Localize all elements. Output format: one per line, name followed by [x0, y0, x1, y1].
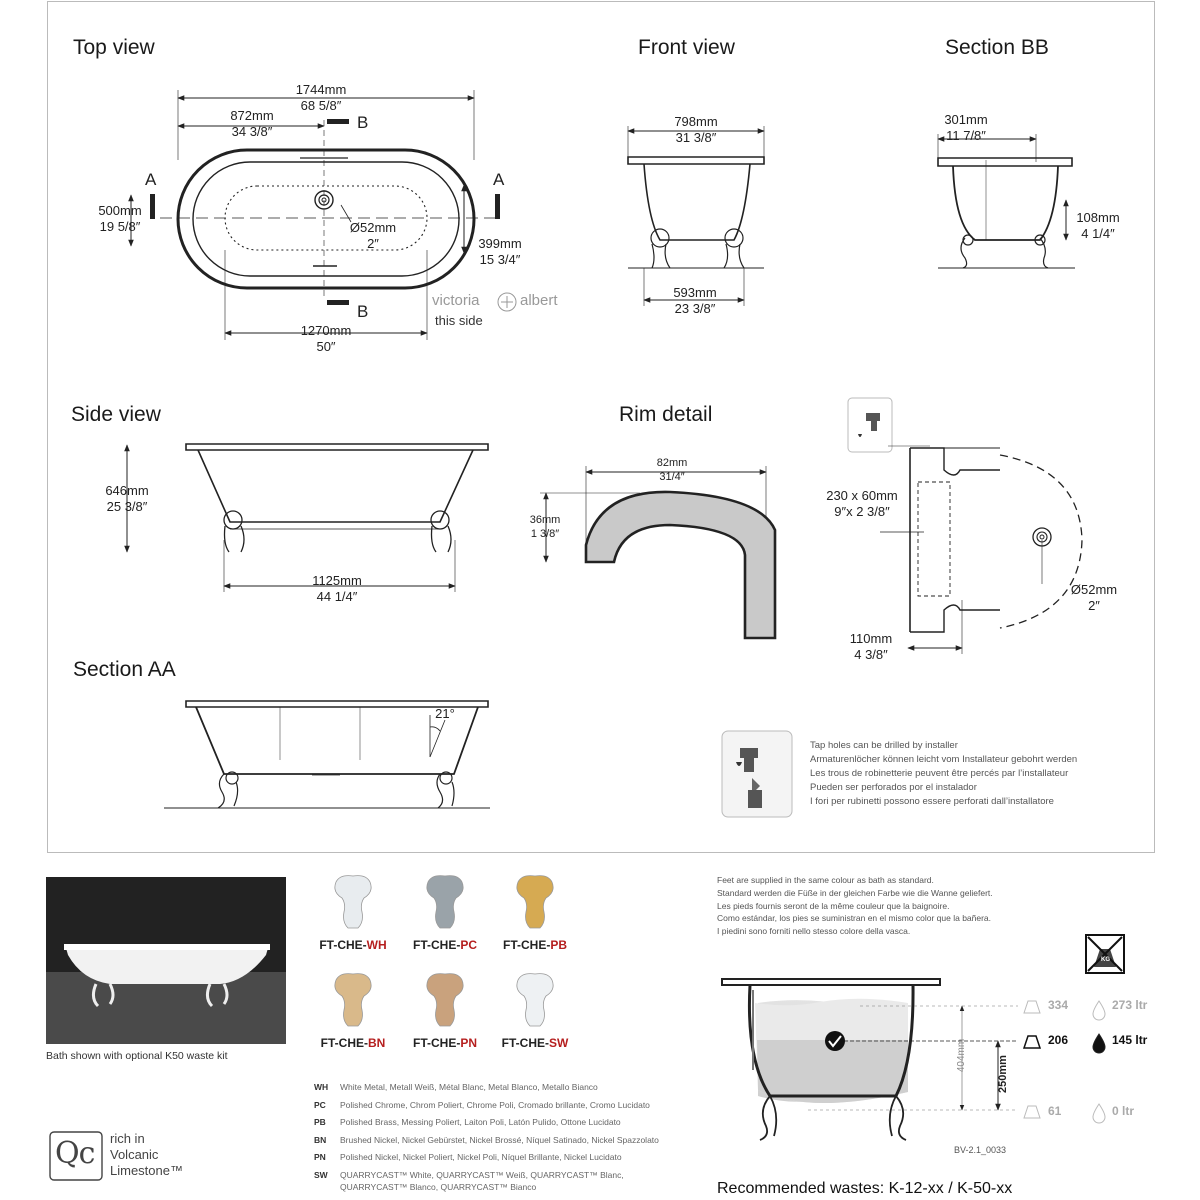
- bb-top-dim: 301mm 11 7/8″: [944, 112, 988, 143]
- side-feet-dim: 1125mm 44 1/4″: [312, 573, 362, 604]
- claw-foot-icon: [512, 872, 558, 932]
- kg-icon-empty: [1024, 1106, 1040, 1118]
- rim-width-dim: 82mm 31/4″: [656, 457, 688, 483]
- capacity-empty-ltr: 0 ltr: [1112, 1104, 1135, 1118]
- top-waste-dim: Ø52mm 2″: [349, 220, 397, 251]
- overflow-height-dim: 404mm: [956, 1038, 968, 1073]
- qc-logo-text: Qc: [55, 1136, 95, 1171]
- rim-height-dim: 36mm 1 3/8″: [529, 514, 561, 540]
- foot-code: FT-CHE-BN: [320, 1036, 386, 1050]
- top-inner-width-dim: 399mm 15 3/4″: [478, 236, 522, 267]
- brand-victoria: victoria: [432, 292, 480, 309]
- side-view-title: Side view: [71, 403, 161, 426]
- top-length-dim: 1744mm 68 5/8″: [295, 82, 347, 113]
- material-note: rich in Volcanic Limestone™: [110, 1131, 183, 1178]
- rim-detail-title: Rim detail: [619, 403, 713, 426]
- capacity-normal-kg: 206: [1048, 1033, 1069, 1047]
- brand-albert: albert: [520, 292, 558, 309]
- top-half-dim: 872mm 34 3/8″: [230, 108, 274, 139]
- claw-foot-icon: [422, 872, 468, 932]
- foot-code: FT-CHE-PB: [503, 938, 567, 952]
- front-view-title: Front view: [638, 36, 735, 59]
- claw-foot-icon: [512, 970, 558, 1030]
- foot-code: FT-CHE-SW: [501, 1036, 569, 1050]
- drop-icon-normal: [1093, 1034, 1105, 1053]
- rim-detail-drawing: [540, 466, 775, 638]
- tap-waste-dim: Ø52mm 2″: [1070, 582, 1118, 613]
- section-marker-a-right: A: [493, 170, 505, 189]
- legend-row: WH White Metal, Metall Weiß, Métal Blanc, Metal Blanco, Metallo Bianco: [314, 1082, 598, 1092]
- foot-option: [402, 872, 488, 952]
- fill-height-dim: 250mm: [996, 1055, 1009, 1093]
- foot-option: [402, 970, 488, 1050]
- legend-row: PN Polished Nickel, Nickel Poliert, Nickel Poli, Níquel Brillante, Nickel Lucidato: [314, 1152, 622, 1162]
- legend-row: SW QUARRYCAST™ White, QUARRYCAST™ Weiß, QUARRYCAST™ Blanc,: [314, 1169, 624, 1180]
- feet-options: [310, 872, 600, 1062]
- front-view-drawing: [628, 126, 764, 306]
- bb-height-dim: 108mm 4 1/4″: [1076, 210, 1120, 241]
- foot-option: [310, 970, 396, 1050]
- legend-row: PB Polished Brass, Messing Poliert, Laiton Poli, Latón Pulido, Ottone Lucidato: [314, 1117, 621, 1127]
- capacity-full-kg: 334: [1048, 998, 1069, 1012]
- section-bb-title: Section BB: [945, 36, 1049, 59]
- weight-restriction-icon: [1086, 935, 1124, 973]
- installer-drilling-icon: [722, 731, 792, 817]
- front-top-dim: 798mm 31 3/8″: [674, 114, 718, 145]
- foot-option: [492, 872, 578, 952]
- claw-foot-icon: [330, 970, 376, 1030]
- foot-code: FT-CHE-WH: [319, 938, 387, 952]
- tap-offset-dim: 110mm 4 3/8″: [849, 631, 893, 662]
- front-feet-dim: 593mm 23 3/8″: [673, 285, 717, 316]
- tap-area-dim: 230 x 60mm 9″x 2 3/8″: [826, 488, 898, 519]
- top-view-title: Top view: [73, 36, 155, 59]
- drawing-ref: BV-2.1_0033: [954, 1145, 1007, 1155]
- drop-icon-empty: [1093, 1104, 1105, 1123]
- capacity-full-ltr: 273 ltr: [1112, 998, 1148, 1012]
- side-height-dim: 646mm 25 3/8″: [105, 483, 149, 514]
- kg-icon-normal: [1024, 1036, 1040, 1048]
- kg-icon-full: [1024, 1001, 1040, 1013]
- brand-note: this side: [435, 313, 483, 328]
- tap-hole-detail-drawing: [848, 398, 1082, 654]
- foot-option: [310, 872, 396, 952]
- legend-row: PC Polished Chrome, Chrom Poliert, Chrome Poli, Cromado brillante, Cromo Lucidato: [314, 1099, 650, 1110]
- section-marker-b-top: B: [357, 113, 369, 132]
- foot-option: [492, 970, 578, 1050]
- foot-code: FT-CHE-PN: [413, 1036, 477, 1050]
- finish-legend: [314, 1082, 659, 1194]
- bath-photo: [46, 877, 286, 1044]
- tap-note: Tap holes can be drilled by installer Armaturenlöcher können leicht vom Installateur gebohrt werden Les trous de robinetterie peuvent être percés par l’installateur Pueden ser perforados por el instalador I fori per rubinetti possono essere perforati dall’installatore: [810, 740, 1078, 807]
- recommended-wastes: Recommended wastes: K-12-xx / K-50-xx: [717, 1180, 1013, 1197]
- foot-code: FT-CHE-PC: [413, 938, 477, 952]
- aa-angle: 21°: [435, 706, 455, 721]
- kg-icon-label: KG: [1101, 957, 1110, 963]
- section-marker-a-left: A: [145, 170, 157, 189]
- feet-note: Feet are supplied in the same colour as bath as standard. Standard werden die Füße in der gleichen Farbe wie die Wanne geliefert. Les pieds fournis seront de la même couleur que la baignoire. Como estándar, los pies se suministran en el mismo color que la bañera. I piedini sono forniti nello stesso colore della vasca.: [717, 875, 993, 937]
- side-view-drawing: [127, 444, 488, 592]
- section-bb-drawing: [938, 134, 1075, 268]
- top-width-dim: 500mm 19 5/8″: [98, 203, 142, 234]
- section-aa-title: Section AA: [73, 658, 176, 681]
- legend-row: BN Brushed Nickel, Nickel Gebürstet, Nickel Brossé, Níquel Satinado, Nickel Spazzolato: [314, 1134, 659, 1145]
- capacity-normal-ltr: 145 ltr: [1112, 1033, 1148, 1047]
- legend-row-continued: QUARRYCAST™ Blanco, QUARRYCAST™ Bianco: [340, 1181, 537, 1192]
- top-inner-length-dim: 1270mm 50″: [300, 323, 352, 354]
- section-marker-b-bottom: B: [357, 302, 369, 321]
- claw-foot-icon: [330, 872, 376, 932]
- claw-foot-icon: [422, 970, 468, 1030]
- drop-icon-full: [1093, 1001, 1105, 1020]
- capacity-empty-kg: 61: [1048, 1104, 1062, 1118]
- photo-caption: Bath shown with optional K50 waste kit: [46, 1050, 228, 1062]
